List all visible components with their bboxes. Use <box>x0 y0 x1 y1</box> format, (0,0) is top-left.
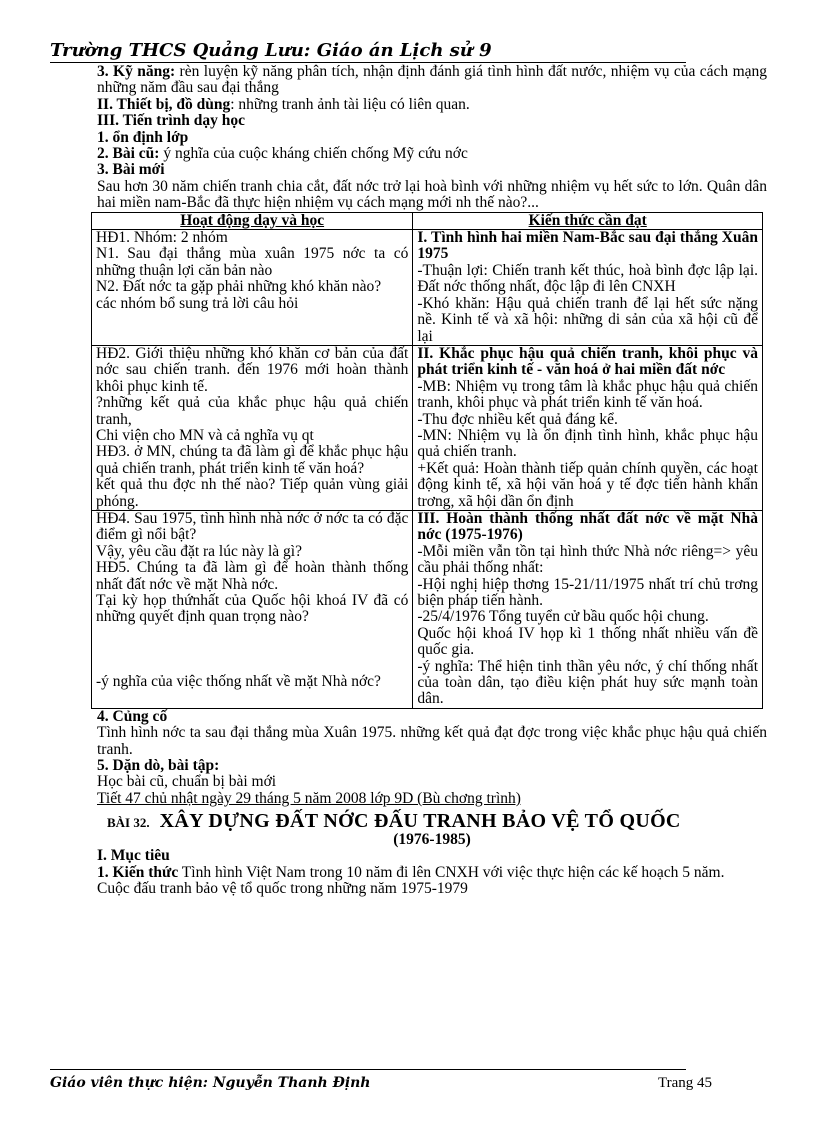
cell-line: các nhóm bổ sung trả lời câu hỏi <box>96 294 299 312</box>
table-cell-left <box>92 230 413 346</box>
cell-line: -Khó khăn: Hậu quả chiến tranh để lại hết sức nặng nề. Kinh tế và xã hội: những di sản của xã hội cũ để lại <box>417 294 758 345</box>
table-header-right: Kiến thức cần đạt <box>413 212 763 229</box>
cell-line: -ý nghĩa của việc thống nhất về mặt Nhà nớc? <box>96 672 381 690</box>
thietbi-label: II. Thiết bị, đồ dùng <box>97 95 231 113</box>
kynang-text: rèn luyện kỹ năng phân tích, nhận định đánh giá tình hình đất nước, nhiệm vụ của cách mạng những năm đầu sau đại thắng <box>97 63 768 97</box>
table-cell-right <box>413 345 763 510</box>
table-header-row <box>92 212 763 229</box>
lesson-table <box>91 212 763 709</box>
dando-heading: 5. Dặn dò, bài tập: <box>97 757 220 775</box>
kynang-paragraph <box>97 64 767 97</box>
cell-line: -MB: Nhiệm vụ trong tâm là khắc phục hậu quả chiến tranh, khôi phục và phát triển kinh tế văn hoá. <box>417 377 758 412</box>
cell-line: +Kết quả: Hoàn thành tiếp quản chính quyền, các hoạt động kinh tế, xã hội văn hoá y tế đợc tiến hành khẩn trơng, xã hội dần ổn định <box>417 459 758 510</box>
cell-line: -MN: Nhiệm vụ là ổn định tình hình, khắc phục hậu quả chiến tranh. <box>417 426 758 461</box>
tientrinh-heading: III. Tiến trình dạy học <box>97 112 246 130</box>
table-cell-right <box>413 510 763 708</box>
cell-spacer <box>96 626 408 674</box>
cell-line: HĐ1. Nhóm: 2 nhóm <box>96 229 228 247</box>
document-body <box>97 64 767 897</box>
section-heading: II. Khắc phục hậu quả chiến tranh, khôi phục và phát triển kinh tế - văn hoá ở hai miền đất nớc <box>417 344 758 379</box>
lesson-title-row <box>97 810 767 833</box>
lesson-number: BÀI 32. <box>107 815 150 831</box>
table-cell-left <box>92 510 413 708</box>
lesson-years: (1976-1985) <box>393 830 471 848</box>
cell-line: ?những kết quả của khắc phục hậu quả chiến tranh, <box>96 394 409 428</box>
cell-line: -Thu đợc nhiều kết quả đáng kể. <box>417 410 618 428</box>
cell-line: kết quả thu đợc nh thế nào? Tiếp quản vùng giải phóng. <box>96 476 409 510</box>
lesson-title: XÂY DỰNG ĐẤT NỚC ĐẤU TRANH BẢO VỆ TỔ QUỐC <box>159 810 681 833</box>
cell-line: HĐ3. ở MN, chúng ta đã làm gì để khắc phục hậu quả chiến tranh, phát triển kinh tế văn hoá? <box>96 443 409 477</box>
baimoi-text: Sau hơn 30 năm chiến tranh chia cắt, đất nớc trở lại hoà bình với những nhiệm vụ hết sức to lớn. Quân dân hai miền nam-Bắc đã thực hiện nhiệm vụ cách mạng mới nh thế nào?... <box>97 177 767 212</box>
table-cell-left <box>92 345 413 510</box>
cell-line: Vậy, yêu cầu đặt ra lúc này là gì? <box>96 542 302 560</box>
page-footer <box>50 1075 720 1095</box>
baicu-label: 2. Bài cũ: <box>97 145 160 163</box>
section-heading: III. Hoàn thành thống nhất đất nớc về mặt Nhà nớc (1975-1976) <box>417 509 758 544</box>
cell-line: -ý nghĩa: Thể hiện tinh thần yêu nớc, ý chí thống nhất của toàn dân, tạo điều kiện phát huy sức mạnh toàn dân. <box>417 657 758 708</box>
cungco-text: Tình hình nớc ta sau đại thắng mùa Xuân 1975. những kết quả đạt đợc trong việc khắc phục hậu quả chiến tranh. <box>97 724 767 758</box>
cell-line: -Mỗi miền vẫn tồn tại hình thức Nhà nớc riêng=> yêu cầu phải thống nhất: <box>417 542 758 577</box>
tiet-line: Tiết 47 chủ nhật ngày 29 tháng 5 năm 2008 lớp 9D (Bù chơng trình) <box>97 789 521 807</box>
cell-line: HĐ4. Sau 1975, tình hình nhà nớc ở nớc ta có đặc điểm gì nổi bật? <box>96 509 409 544</box>
cuocdau-text: Cuộc đấu tranh bảo vệ tổ quốc trong những năm 1975-1979 <box>97 879 468 897</box>
table-row <box>92 345 763 510</box>
table-header-left: Hoạt động dạy và học <box>92 212 413 229</box>
cell-line: N1. Sau đại thắng mùa xuân 1975 nớc ta có những thuận lợi căn bản nào <box>96 245 409 279</box>
cell-line: -Thuận lợi: Chiến tranh kết thúc, hoà bình đợc lập lại. Đất nớc thống nhất, độc lập đi lên CNXH <box>417 261 758 296</box>
cell-line: N2. Đất nớc ta gặp phải những khó khăn nào? <box>96 278 382 296</box>
cungco-heading: 4. Củng cố <box>97 707 168 725</box>
table-row <box>92 230 763 346</box>
cell-line: -Hội nghị hiệp thơng 15-21/11/1975 nhất trí chủ trơng biện pháp tiến hành. <box>417 575 758 609</box>
teacher-name: Giáo viên thực hiện: Nguyễn Thanh Định <box>50 1075 371 1091</box>
ondinh-heading: 1. ổn định lớp <box>97 128 189 146</box>
page-number: Trang 45 <box>658 1075 713 1091</box>
muctieu-heading: I. Mục tiêu <box>97 847 170 865</box>
baimoi-heading: 3. Bài mới <box>97 161 165 179</box>
thietbi-text: : những tranh ảnh tài liệu có liên quan. <box>230 95 470 113</box>
footer-rule <box>50 1069 686 1070</box>
thietbi-paragraph <box>97 97 767 113</box>
table-cell-right <box>413 230 763 346</box>
baicu-text: ý nghĩa của cuộc kháng chiến chống Mỹ cứu nớc <box>159 145 468 163</box>
cell-line: HĐ2. Giới thiệu những khó khăn cơ bản của đất nớc sau chiến tranh. đến 1976 mới hoàn thành khôi phục kinh tế. <box>96 344 409 395</box>
dando-text: Học bài cũ, chuẩn bị bài mới <box>97 773 277 791</box>
table-row <box>92 510 763 708</box>
cell-line: -25/4/1976 Tổng tuyển cử bầu quốc hội chung. <box>417 608 709 626</box>
kynang-label: 3. Kỹ năng: <box>97 63 176 80</box>
cell-line: Tại kỳ họp thứnhất của Quốc hội khoá IV đã có những quyết định quan trọng nào? <box>96 592 409 626</box>
kienthuc-label: 1. Kiến thức <box>97 863 179 881</box>
kienthuc-paragraph <box>97 865 767 881</box>
cell-line: Quốc hội khoá IV họp kì 1 thống nhất nhiều vấn đề quốc gia. <box>417 624 758 659</box>
cell-line: Chi viện cho MN và cả nghĩa vụ qt <box>96 426 314 444</box>
page-header: Trường THCS Quảng Lưu: Giáo án Lịch sử 9 <box>50 40 492 61</box>
section-heading: I. Tình hình hai miền Nam-Bắc sau đại thắng Xuân 1975 <box>417 229 758 263</box>
cell-line: HĐ5. Chúng ta đã làm gì để hoàn thành thống nhất đất nớc về mặt Nhà nớc. <box>96 559 409 593</box>
baicu-paragraph <box>97 146 767 162</box>
kienthuc-text: Tình hình Việt Nam trong 10 năm đi lên CNXH với việc thực hiện các kế hoạch 5 năm. <box>178 863 725 881</box>
